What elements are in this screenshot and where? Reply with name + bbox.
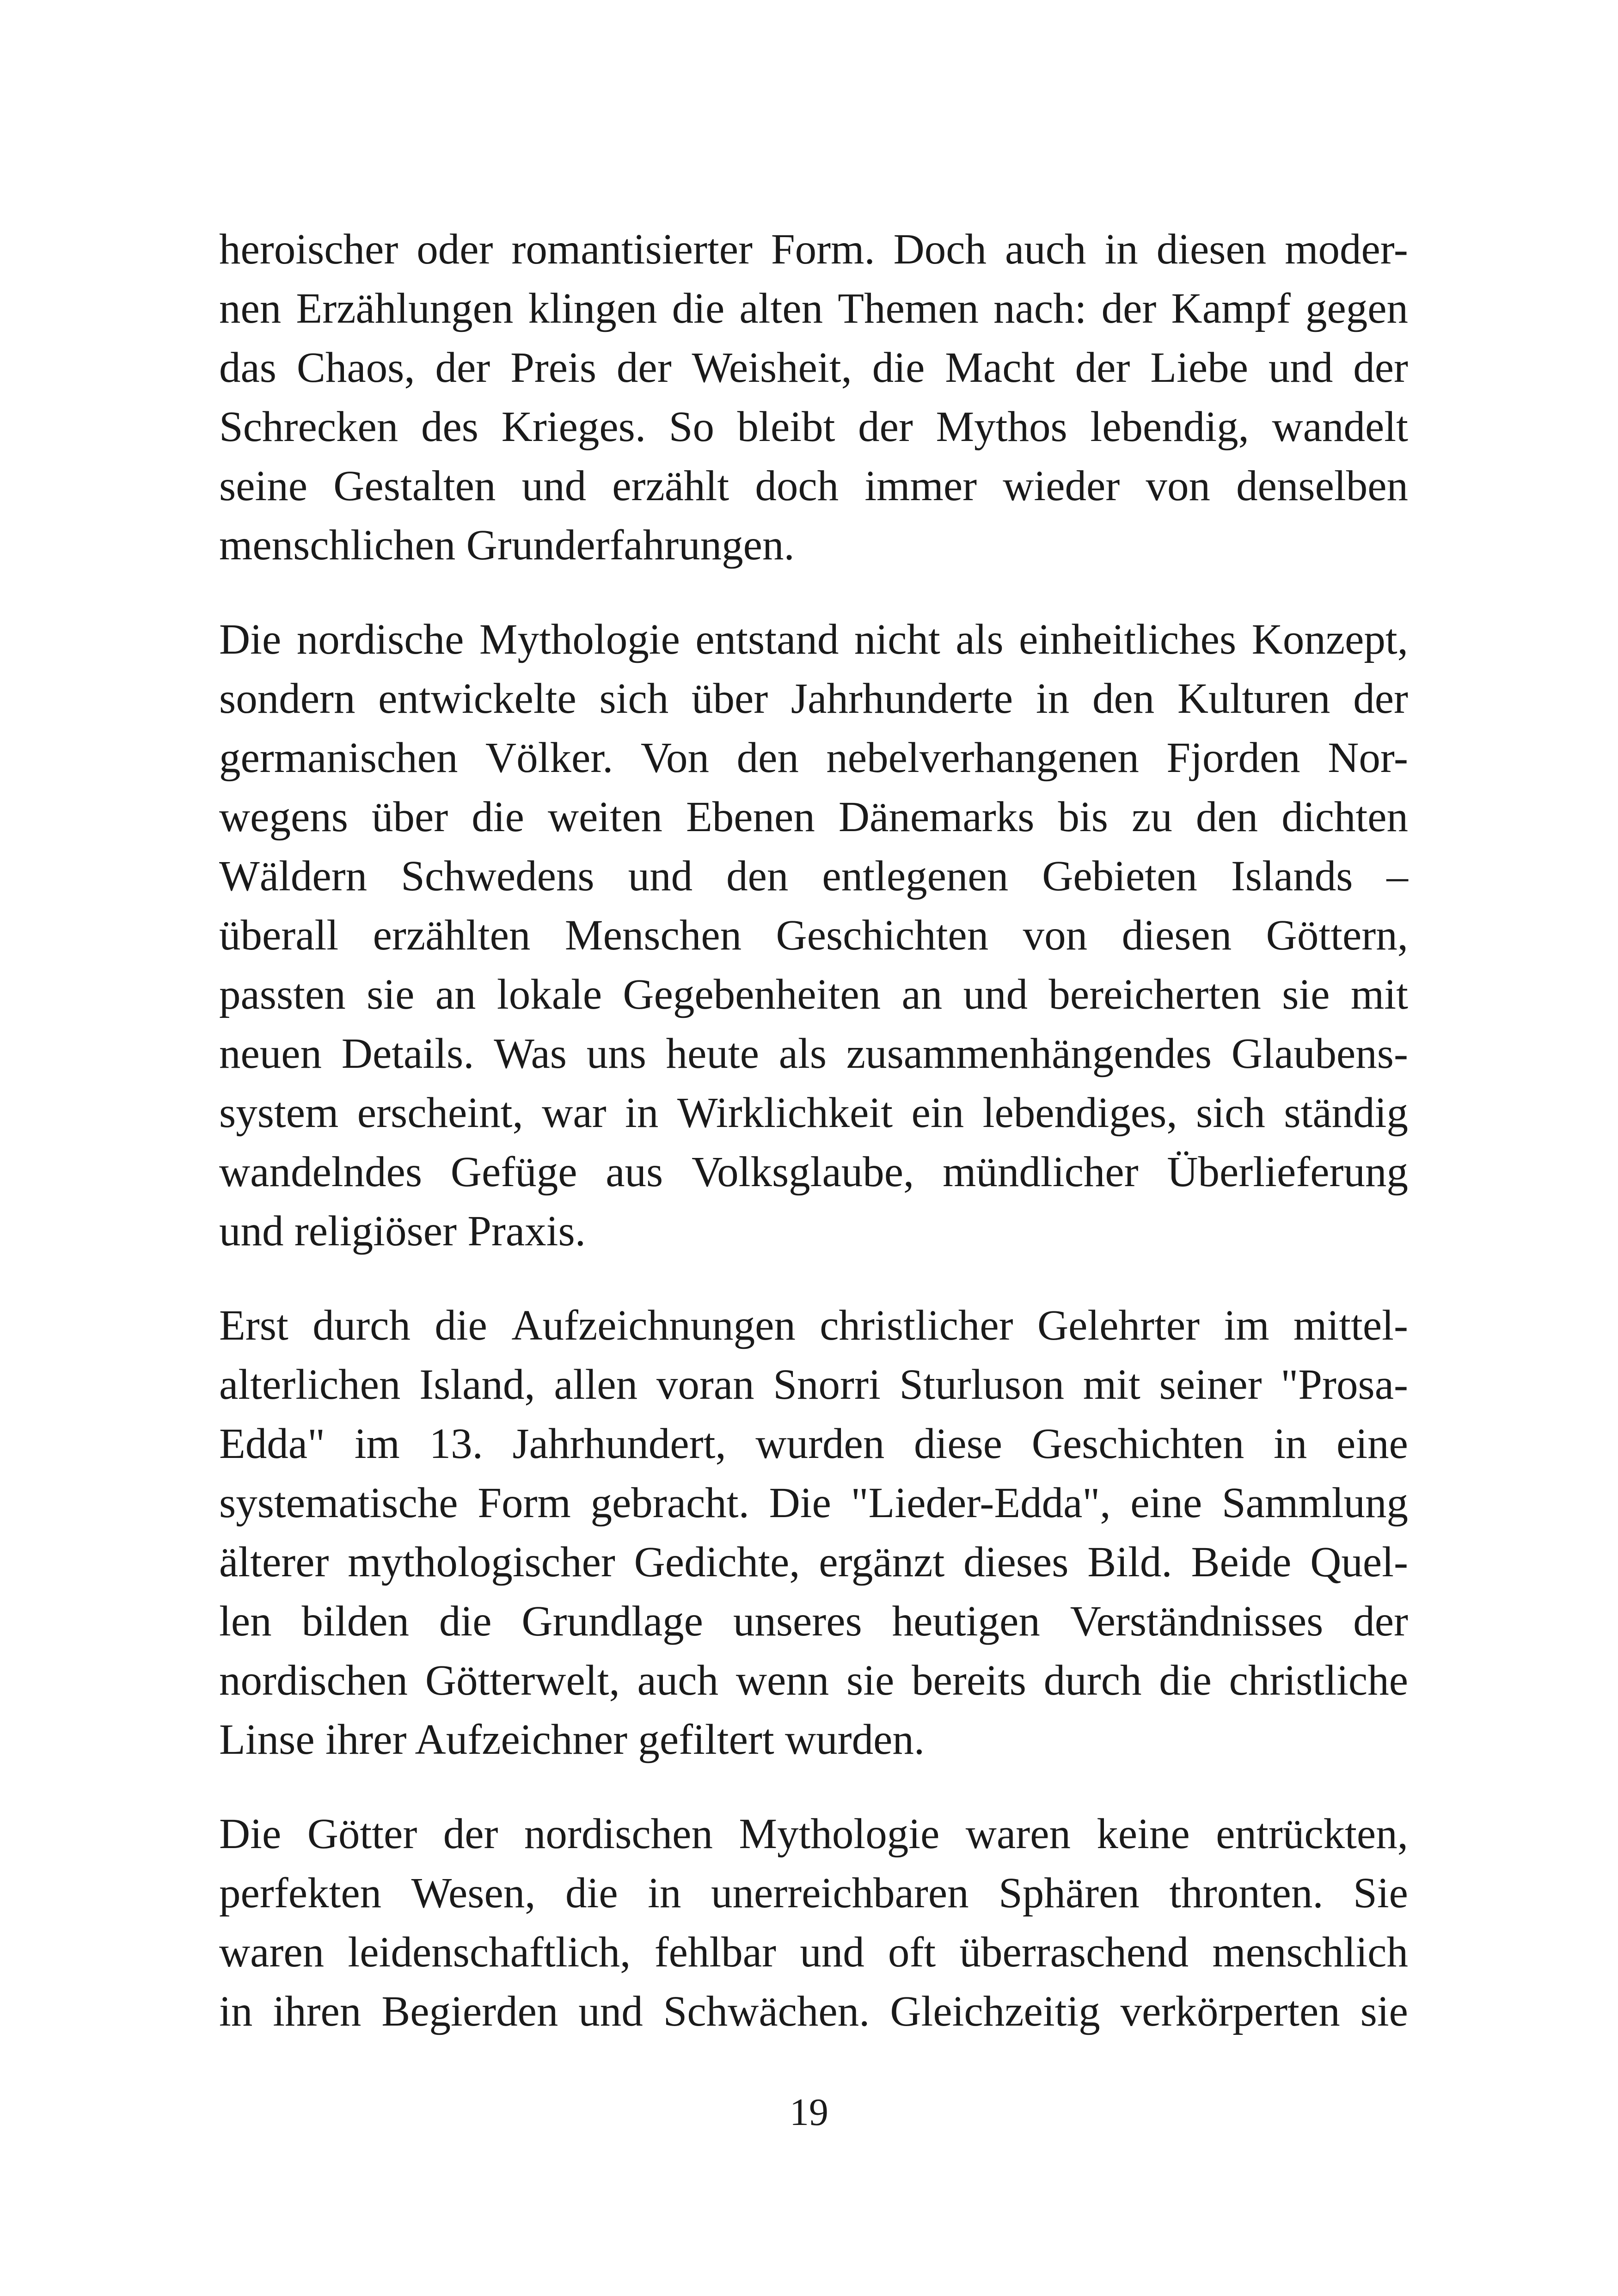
text-line: nordischen Götterwelt, auch wenn sie bereits durch die christliche: [219, 1657, 1408, 1704]
paragraph-1: [219, 220, 1408, 575]
text-line: Wäldern Schwedens und den entlegenen Gebieten Islands –: [219, 852, 1408, 900]
paragraph-2: [219, 610, 1408, 1261]
text-line: nen Erzählungen klingen die alten Themen nach: der Kampf gegen: [219, 285, 1408, 332]
body-text: [219, 220, 1408, 2076]
text-line: passten sie an lokale Gegebenheiten an und bereicherten sie mit: [219, 971, 1408, 1018]
text-line: Linse ihrer Aufzeichner gefiltert wurden.: [219, 1716, 925, 1763]
page-number: 19: [790, 2091, 828, 2134]
text-line: alterlichen Island, allen voran Snorri Sturluson mit seiner "Prosa-: [219, 1361, 1408, 1408]
text-line: waren leidenschaftlich, fehlbar und oft überraschend menschlich: [219, 1929, 1408, 1976]
text-line: das Chaos, der Preis der Weisheit, die Macht der Liebe und der: [219, 344, 1408, 392]
text-line: in ihren Begierden und Schwächen. Gleichzeitig verkörperten sie: [219, 1988, 1408, 2035]
paragraph-3: [219, 1296, 1408, 1769]
text-line: Schrecken des Krieges. So bleibt der Mythos lebendig, wandelt: [219, 403, 1408, 451]
paragraph-4: [219, 1805, 1408, 2041]
text-line: system erscheint, war in Wirklichkeit ein lebendiges, sich ständig: [219, 1089, 1408, 1137]
text-line: überall erzählten Menschen Geschichten von diesen Göttern,: [219, 912, 1408, 959]
text-line: neuen Details. Was uns heute als zusammenhängendes Glaubens-: [219, 1030, 1408, 1078]
text-line: menschlichen Grunderfahrungen.: [219, 521, 795, 569]
text-line: seine Gestalten und erzählt doch immer wieder von denselben: [219, 462, 1408, 510]
text-line: sondern entwickelte sich über Jahrhunderte in den Kulturen der: [219, 675, 1408, 722]
text-line: Die nordische Mythologie entstand nicht als einheitliches Konzept,: [219, 616, 1408, 663]
text-line: perfekten Wesen, die in unerreichbaren Sphären thronten. Sie: [219, 1869, 1408, 1917]
text-line: len bilden die Grundlage unseres heutigen Verständnisses der: [219, 1598, 1408, 1645]
text-line: Erst durch die Aufzeichnungen christlicher Gelehrter im mittel-: [219, 1302, 1408, 1349]
text-line: älterer mythologischer Gedichte, ergänzt dieses Bild. Beide Quel-: [219, 1538, 1408, 1586]
text-line: und religiöser Praxis.: [219, 1207, 586, 1255]
text-line: wegens über die weiten Ebenen Dänemarks bis zu den dichten: [219, 793, 1408, 841]
text-line: heroischer oder romantisierter Form. Doch auch in diesen moder-: [219, 226, 1408, 273]
text-line: Die Götter der nordischen Mythologie waren keine entrückten,: [219, 1810, 1408, 1858]
text-line: germanischen Völker. Von den nebelverhangenen Fjorden Nor-: [219, 734, 1408, 782]
text-line: wandelndes Gefüge aus Volksglaube, mündlicher Überlieferung: [219, 1148, 1408, 1196]
text-line: Edda" im 13. Jahrhundert, wurden diese Geschichten in eine: [219, 1420, 1408, 1468]
text-line: systematische Form gebracht. Die "Lieder-Edda", eine Sammlung: [219, 1479, 1408, 1527]
